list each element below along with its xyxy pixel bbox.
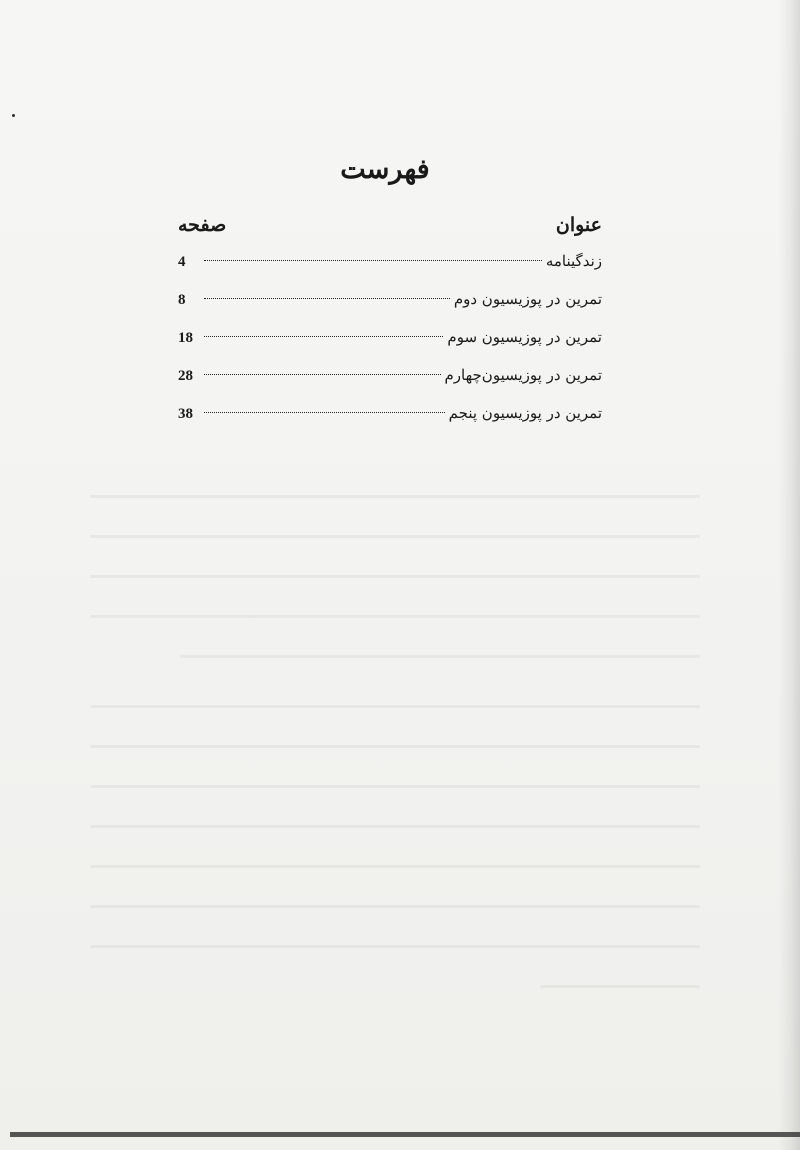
toc-title: فهرست [340, 154, 430, 185]
toc-entry-title: تمرین در پوزیسیون سوم [447, 328, 602, 346]
toc-header-row [170, 208, 610, 242]
toc-entry-title: زندگینامه [545, 252, 602, 270]
toc-entry-page: 8 [178, 292, 186, 308]
toc-entry-page: 28 [178, 368, 193, 384]
toc-entry [170, 356, 610, 394]
table-of-contents [170, 150, 610, 432]
toc-entry-page: 4 [178, 254, 186, 270]
page-column-header: صفحه [178, 214, 227, 236]
toc-entry-title: تمرین در پوزیسیون دوم [453, 290, 602, 308]
dot-leader [204, 374, 441, 375]
toc-entry [170, 242, 610, 280]
dot-leader [204, 412, 445, 413]
toc-entry [170, 318, 610, 356]
toc-entries [170, 242, 610, 432]
toc-entry-page: 18 [178, 330, 193, 346]
page-edge-shadow [778, 0, 800, 1150]
dot-leader [204, 260, 542, 261]
page-bottom-border [10, 1132, 800, 1137]
toc-entry [170, 394, 610, 432]
toc-entry [170, 280, 610, 318]
scan-speck [12, 114, 15, 117]
toc-entry-page: 38 [178, 406, 193, 422]
title-column-header: عنوان [555, 214, 602, 236]
toc-entry-title: تمرین در پوزیسیون پنجم [448, 404, 602, 422]
dot-leader [204, 336, 443, 337]
dot-leader [204, 298, 450, 299]
toc-entry-title: تمرین در پوزیسیون‌چهارم [444, 366, 602, 384]
